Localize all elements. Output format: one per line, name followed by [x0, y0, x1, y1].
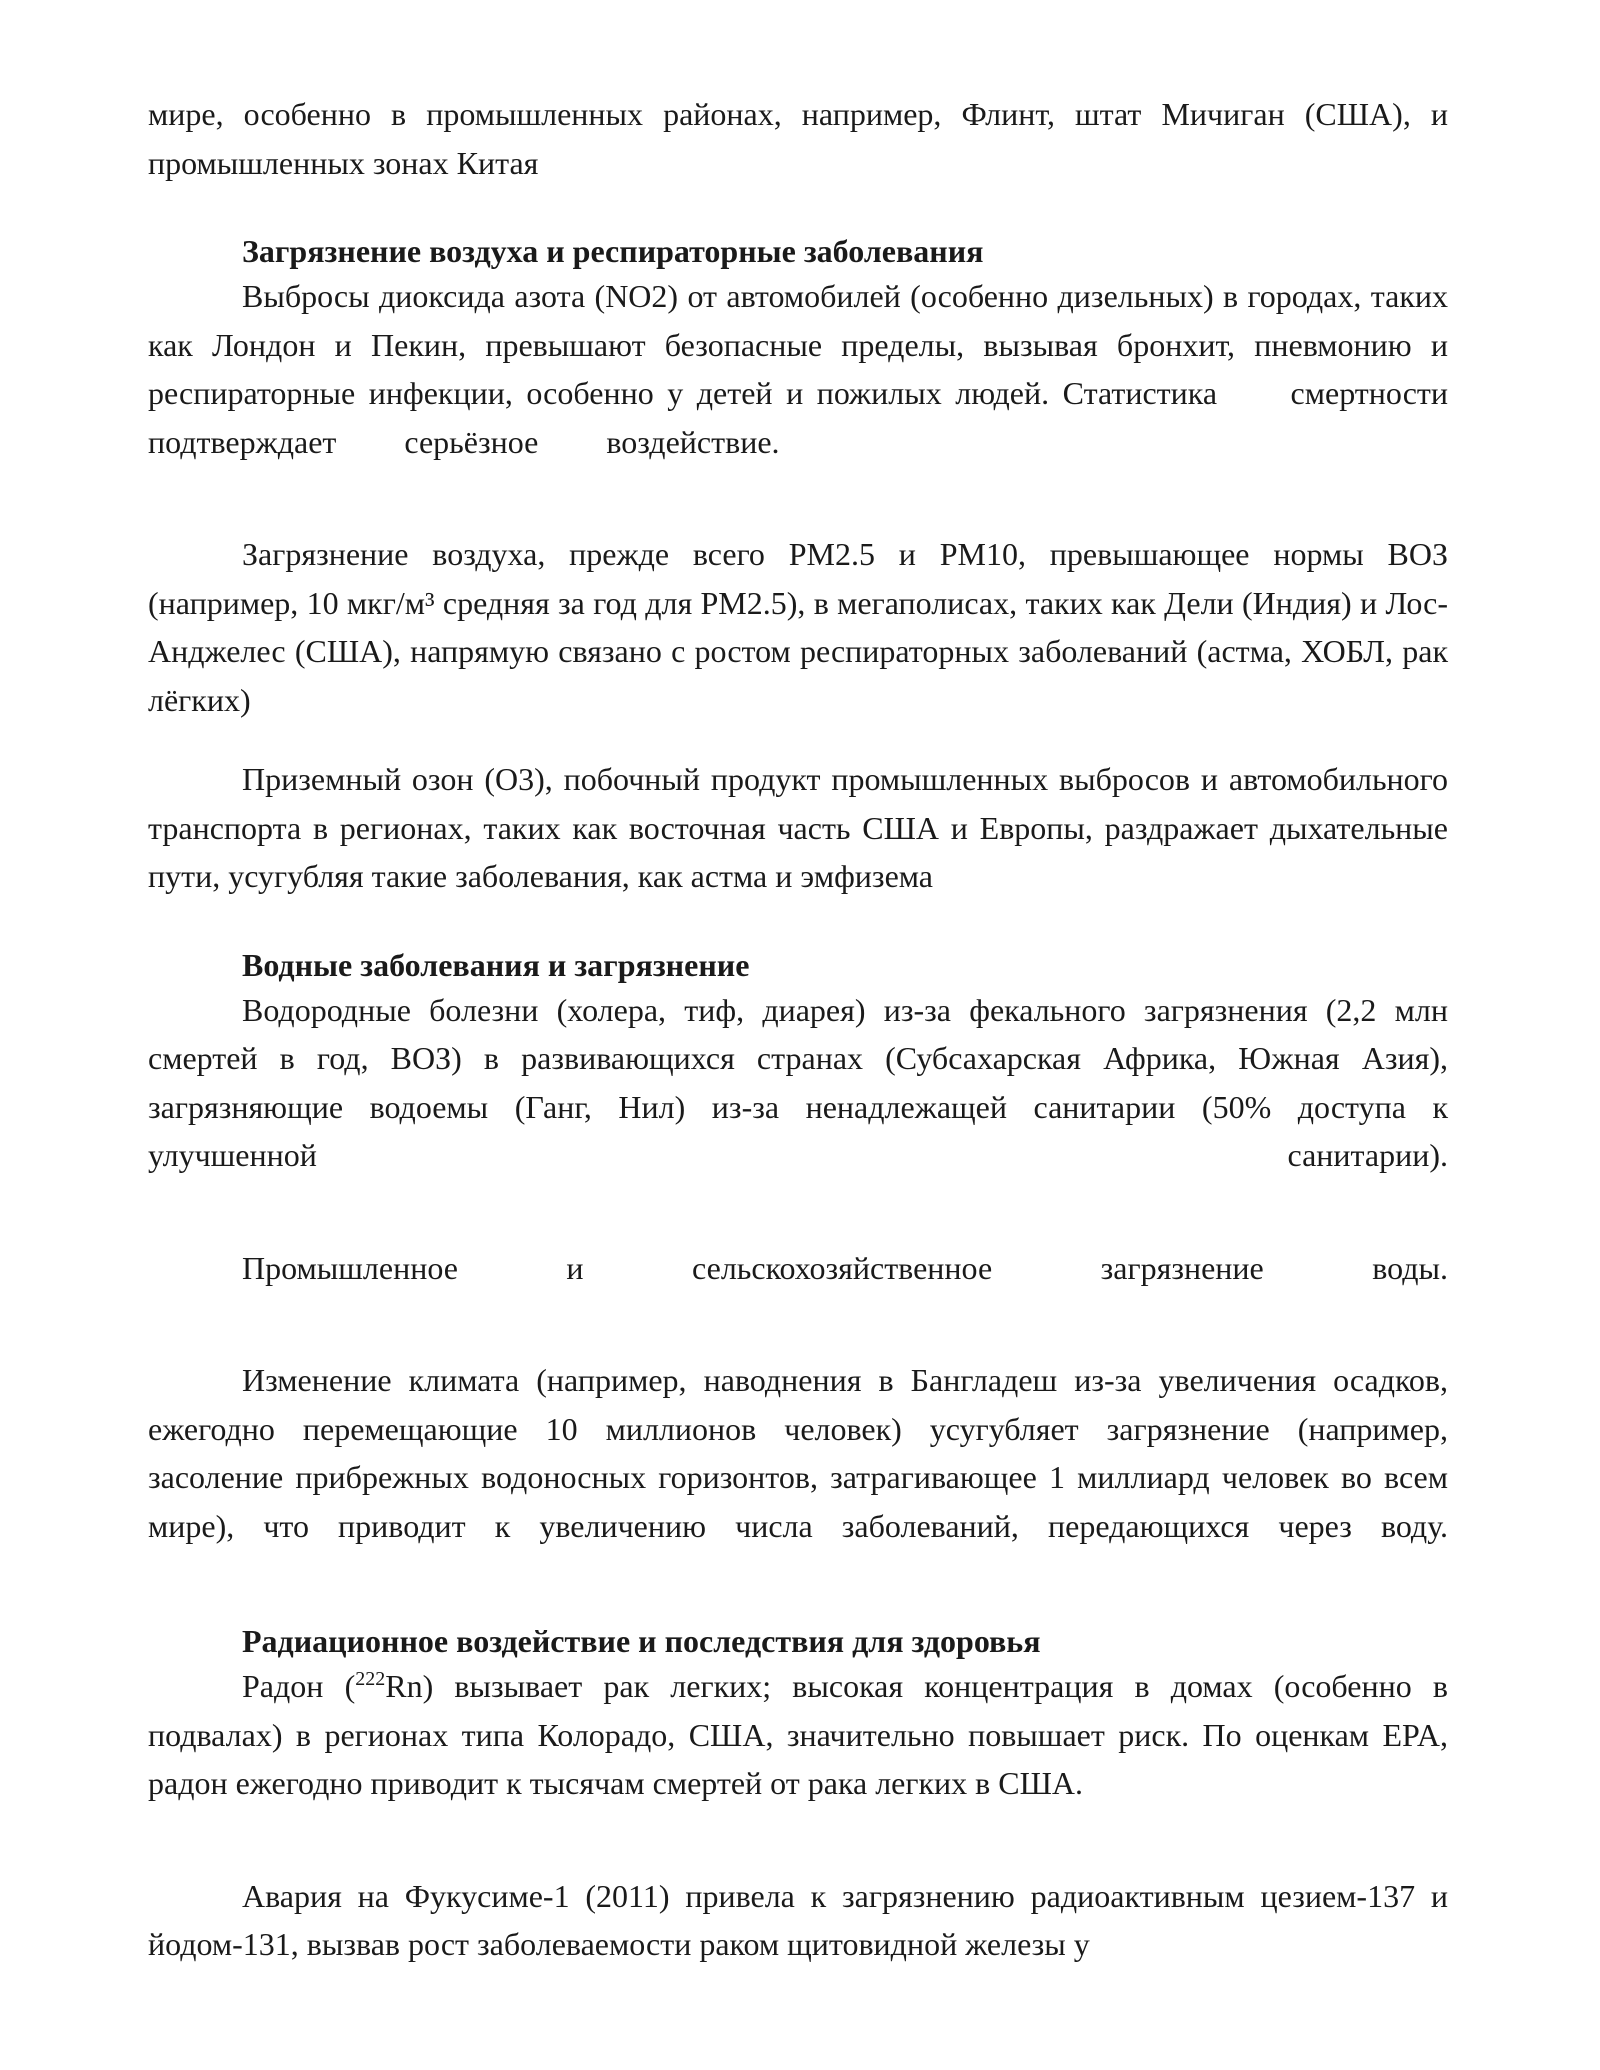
paragraph-climate: Изменение климата (например, наводнения в Бангладеш из-за увеличения осадков, ежегодно перемещающие 10 миллионов человек) усугубляет загрязнение (например, засоление прибрежных водоносных горизонтов, затрагивающее 1 миллиард человек во всем мире), что приводит к увеличению числа заболеваний, передающихся через воду.	[148, 1362, 1448, 1544]
radon-isotope-superscript: 222	[355, 1668, 386, 1690]
paragraph-radon-b: Rn) вызывает рак легких; высокая концентрация в домах (особенно в подвалах) в регионах типа Колорадо, США, значительно повышает риск. По оценкам EPA, радон ежегодно приводит к тысячам смертей от рака легких в США.	[148, 1668, 1448, 1801]
paragraph-intro: мире, особенно в промышленных районах, например, Флинт, штат Мичиган (США), и промышленных зонах Китая	[148, 96, 1448, 181]
paragraph-ozone: Приземный озон (O3), побочный продукт промышленных выбросов и автомобильного транспорта в регионах, таких как восточная часть США и Европы, раздражает дыхательные пути, усугубляя такие заболевания, как астма и эмфизема	[148, 761, 1448, 894]
paragraph-no2-text: Выбросы диоксида азота (NO2) от автомобилей (особенно дизельных) в городах, таких как Лондон и Пекин, превышают безопасные пределы, вызывая бронхит, пневмонию и респираторные инфекции, особенно у детей и пожилых людей.	[148, 278, 1448, 411]
paragraph-waterborne: Водородные болезни (холера, тиф, диарея) из-за фекального загрязнения (2,2 млн смертей в год, ВОЗ) в развивающихся странах (Субсахарская Африка, Южная Азия), загрязняющие водоемы (Ганг, Нил) из-за ненадлежащей санитарии (50% доступа к улучшенной санитарии).	[148, 991, 1448, 1173]
paragraph-radon-a: Радон (	[242, 1668, 356, 1704]
heading-radiation: Радиационное воздействие и последствия для здоровья	[242, 1623, 1041, 1659]
document-page	[148, 90, 1448, 1969]
paragraph-pm25: Загрязнение воздуха, прежде всего PM2.5 и PM10, превышающее нормы ВОЗ (например, 10 мкг/м³ средняя за год для PM2.5), в мегаполисах, таких как Дели (Индия) и Лос-Анджелес (США), напрямую связано с ростом респираторных заболеваний (астма, ХОБЛ, рак лёгких)	[148, 536, 1448, 718]
paragraph-radon	[148, 1662, 1448, 1808]
paragraph-industrial-water: Промышленное и сельскохозяйственное загрязнение воды.	[242, 1249, 1448, 1286]
heading-air-pollution: Загрязнение воздуха и респираторные заболевания	[242, 233, 984, 269]
paragraph-no2	[148, 272, 1448, 466]
heading-water-diseases: Водные заболевания и загрязнение	[242, 946, 750, 983]
paragraph-no2-stats: Статистика смертности подтверждает серьёзное воздействие.	[148, 375, 1449, 460]
paragraph-fukushima: Авария на Фукусиме-1 (2011) привела к загрязнению радиоактивным цезием-137 и йодом-131, вызвав рост заболеваемости раком щитовидной железы у	[148, 1877, 1448, 1962]
